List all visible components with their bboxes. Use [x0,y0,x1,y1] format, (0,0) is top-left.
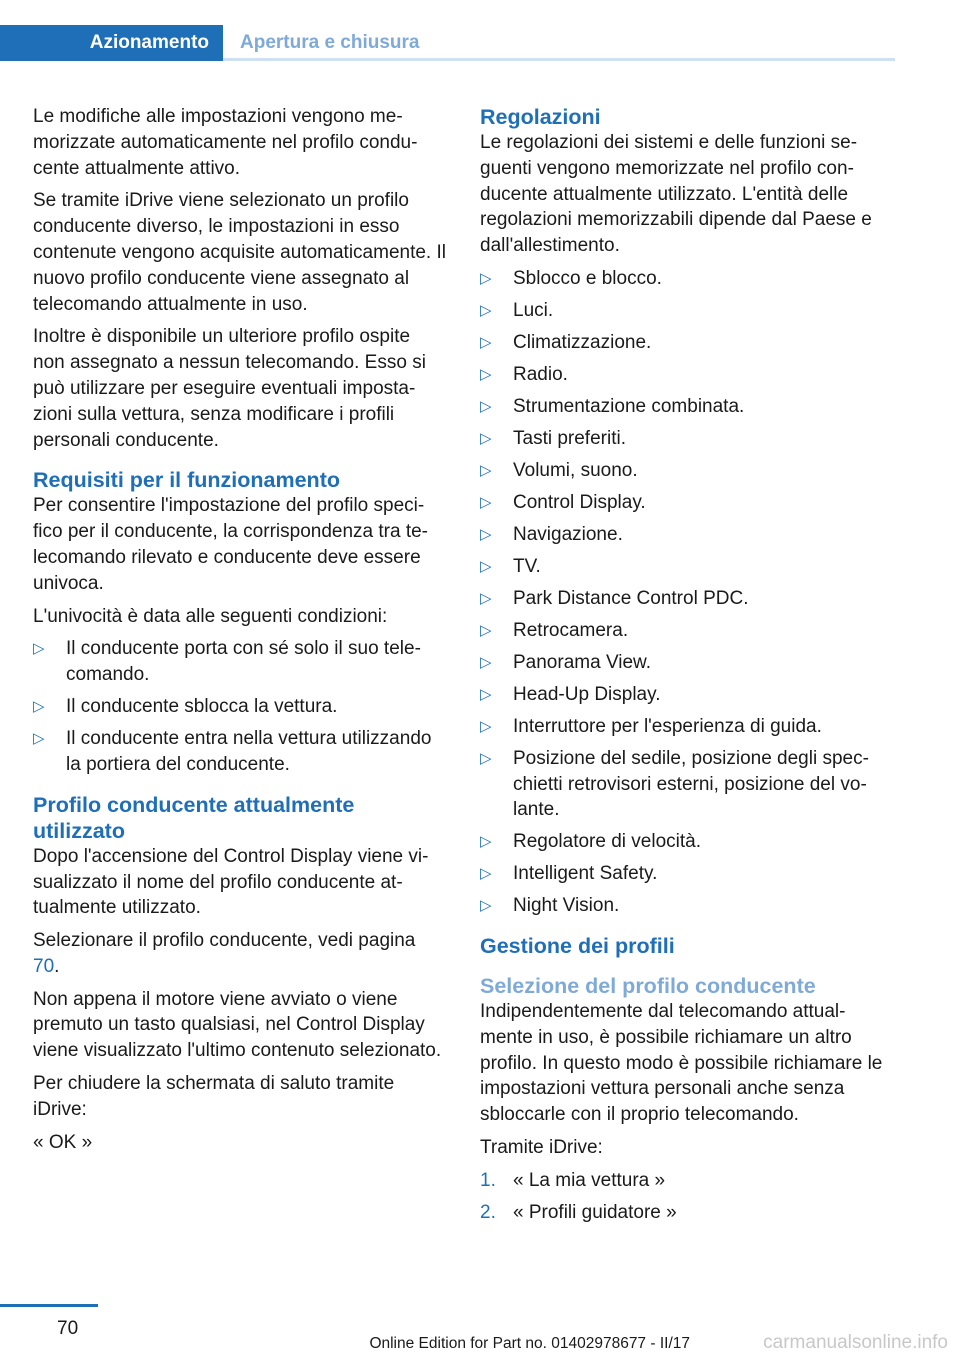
paragraph: Inoltre è disponibile un ulteriore profilo ospite non assegnato a nessun telecomando. Esso si può utilizzare per eseguire eventuali impostazioni sulla vettura, senza modificare i profili personali conducente. [33,326,426,451]
list-item: ▷ Tasti preferiti. [480,426,890,452]
triangle-bullet-icon: ▷ [480,557,492,575]
paragraph: Se tramite iDrive viene selezionato un profilo conducente diverso, le impostazioni in esso contenute vengono acquisite automaticamente. Il nuovo profilo conducente viene assegnato al telecomando attualmente in uso. [33,190,446,315]
triangle-bullet-icon: ▷ [480,429,492,447]
list-item: ▷ Posizione del sedile, posizione degli specchietti retrovisori esterni, posizione del volante. [480,747,869,821]
watermark: carmanualsonline.info [763,1332,948,1353]
settings-list [480,266,890,919]
heading-profilo: Profilo conducente attualmente utilizzato [33,792,355,843]
triangle-bullet-icon: ▷ [480,301,492,319]
list-item: ▷ Panorama View. [480,650,890,676]
tab-apertura-chiusura[interactable]: Apertura e chiusura [240,32,420,53]
triangle-bullet-icon: ▷ [480,269,492,287]
list-item: ▷ Sblocco e blocco. [480,266,890,292]
triangle-bullet-icon: ▷ [480,685,492,703]
list-item: ▷ Interruttore per l'esperienza di guida. [480,714,890,740]
header-tabs [0,25,895,61]
triangle-bullet-icon: ▷ [480,865,492,883]
heading-selezione: Selezione del profilo conducente [480,974,816,999]
edition-text: Online Edition for Part no. 01402978677 - II/17 [369,1335,690,1352]
list-item: ▷ Climatizzazione. [480,330,890,356]
triangle-bullet-icon: ▷ [480,493,492,511]
header-divider [223,58,895,61]
triangle-bullet-icon: ▷ [480,365,492,383]
triangle-bullet-icon: ▷ [480,833,492,851]
list-item: ▷ Il conducente sblocca la vettura. [33,694,446,720]
paragraph: « OK » [33,1131,93,1153]
page-link[interactable]: 70 [33,955,55,977]
paragraph: Dopo l'accensione del Control Display viene visualizzato il nome del profilo conducente attualmente utilizzato. [33,845,429,919]
paragraph: Non appena il motore viene avviato o viene premuto un tasto qualsiasi, nel Control Display viene visualizzato l'ultimo contenuto selezionato. [33,988,442,1062]
step-number: 2. [480,1201,496,1223]
list-item: ▷ Night Vision. [480,893,890,919]
heading-gestione: Gestione dei profili [480,934,675,959]
list-item: ▷ Navigazione. [480,522,890,548]
triangle-bullet-icon: ▷ [33,730,45,748]
steps-list [480,1168,890,1226]
page-number: 70 [57,1318,79,1339]
list-item: 1. « La mia vettura » [480,1168,890,1194]
list-item: ▷ Strumentazione combinata. [480,394,890,420]
step-number: 1. [480,1169,496,1191]
paragraph: Per consentire l'impostazione del profilo specifico per il conducente, la corrispondenza tra telecomando rilevato e conducente deve essere univoca. [33,495,428,594]
list-item: ▷ TV. [480,554,890,580]
paragraph: Le modifiche alle impostazioni vengono memorizzate automaticamente nel profilo conducente attualmente attivo. [33,106,418,179]
triangle-bullet-icon: ▷ [33,698,45,716]
triangle-bullet-icon: ▷ [33,640,45,658]
list-item: ▷ Regolatore di velocità. [480,829,890,855]
triangle-bullet-icon: ▷ [480,525,492,543]
list-item: ▷ Park Distance Control PDC. [480,586,890,612]
list-item: 2. « Profili guidatore » [480,1200,890,1226]
triangle-bullet-icon: ▷ [480,717,492,735]
conditions-list [33,636,446,777]
list-item: ▷ Volumi, suono. [480,458,890,484]
triangle-bullet-icon: ▷ [480,461,492,479]
triangle-bullet-icon: ▷ [480,333,492,351]
triangle-bullet-icon: ▷ [480,621,492,639]
list-item: ▷ Head-Up Display. [480,682,890,708]
paragraph: Le regolazioni dei sistemi e delle funzioni seguenti vengono memorizzate nel profilo conducente attualmente utilizzato. L'entità delle regolazioni memorizzabili dipende dal Paese e dall'allestimento. [480,132,872,257]
list-item: ▷ Radio. [480,362,890,388]
left-column [33,104,446,1162]
paragraph: L'univocità è data alle seguenti condizioni: [33,605,388,627]
list-item: ▷ Il conducente porta con sé solo il suo telecomando. [33,638,421,686]
triangle-bullet-icon: ▷ [480,897,492,915]
paragraph: Indipendentemente dal telecomando attualmente in uso, è possibile richiamare un altro profilo. In questo modo è possibile richiamare le impostazioni vettura personali anche senza sbloccarle con il proprio telecomando. [480,1001,883,1126]
paragraph: Per chiudere la schermata di saluto tramite iDrive: [33,1073,395,1120]
triangle-bullet-icon: ▷ [480,653,492,671]
right-column [480,104,890,1233]
paragraph: Selezionare il profilo conducente, vedi pagina 70. [33,930,416,977]
list-item: ▷ Control Display. [480,490,890,516]
list-item: ▷ Intelligent Safety. [480,861,890,887]
tab-azionamento[interactable]: Azionamento [0,25,223,61]
heading-regolazioni: Regolazioni [480,105,601,129]
triangle-bullet-icon: ▷ [480,589,492,607]
triangle-bullet-icon: ▷ [480,397,492,415]
list-item: ▷ Retrocamera. [480,618,890,644]
paragraph: Tramite iDrive: [480,1137,603,1159]
triangle-bullet-icon: ▷ [480,749,492,767]
heading-requisiti: Requisiti per il funzionamento [33,468,340,493]
list-item: ▷ Luci. [480,298,890,324]
footer-divider [0,1304,98,1307]
list-item: ▷ Il conducente entra nella vettura utilizzando la portiera del conducente. [33,728,432,775]
